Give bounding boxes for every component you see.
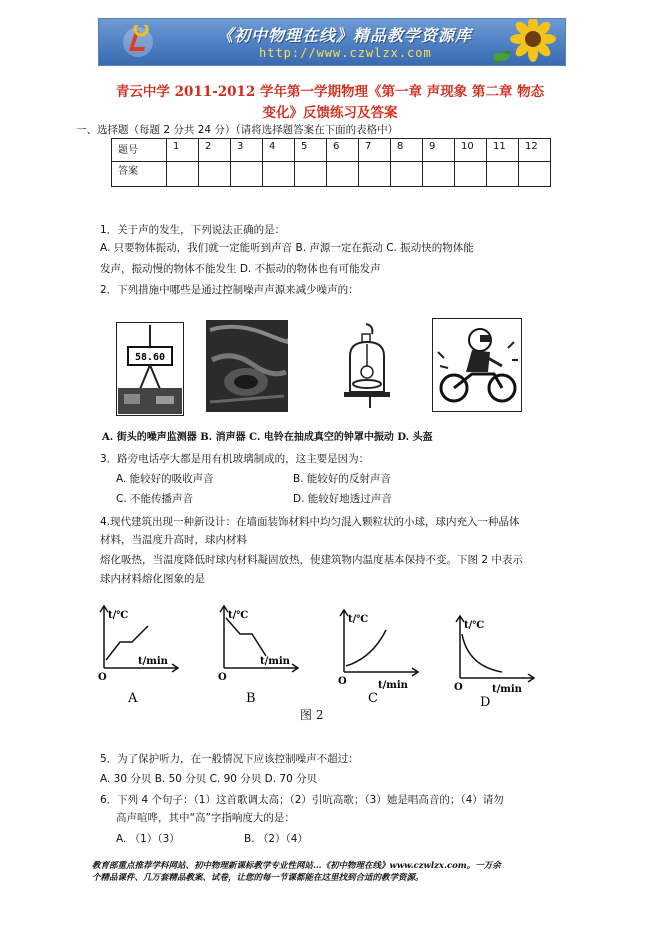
muffler-picture [206, 320, 288, 412]
answer-cell[interactable] [423, 162, 455, 187]
answer-cell[interactable] [487, 162, 519, 187]
table-cell: 11 [487, 139, 519, 162]
footer-line-1: 教育部重点推荐学科网站、初中物理新课标教学专业性网站…《初中物理在线》www.czwlzx.com。一万余 [92, 861, 501, 871]
table-cell: 6 [327, 139, 359, 162]
answer-cell[interactable] [263, 162, 295, 187]
monitor-display-number: 58.60 [134, 352, 166, 363]
question-6-option-a: A. （1）（3） [116, 833, 180, 845]
answer-cell[interactable] [455, 162, 487, 187]
table-cell: 3 [231, 139, 263, 162]
graph-y-label: t/℃ [464, 620, 485, 631]
answer-table [111, 138, 551, 187]
answer-cell[interactable] [359, 162, 391, 187]
graph-a [98, 604, 180, 704]
question-2-caption: A. 街头的噪声监测器 B. 消声器 C. 电铃在抽成真空的钟罩中振动 D. 头盔 [102, 432, 433, 443]
answer-cell[interactable] [199, 162, 231, 187]
table-cell: 2 [199, 139, 231, 162]
banner-url[interactable]: http://www.czwlzx.com [259, 46, 432, 60]
answer-cell[interactable] [391, 162, 423, 187]
answer-cell[interactable] [519, 162, 551, 187]
graph-option-label: C [368, 691, 378, 706]
answer-cell[interactable] [167, 162, 199, 187]
document-title [70, 82, 590, 124]
table-header-cell: 答案 [112, 162, 167, 187]
table-cell: 4 [263, 139, 295, 162]
graph-option-label: A [128, 691, 138, 704]
graph-x-label: t/min [492, 684, 522, 695]
table-cell: 8 [391, 139, 423, 162]
question-6-line: 6．下列 4 个句子：（1）这首歌调太高；（2）引吭高歌；（3）她是唱高音的；（4）请勿 [100, 794, 504, 806]
graph-y-label: t/℃ [108, 610, 129, 621]
bell-in-jar-picture [340, 322, 394, 408]
table-cell: 7 [359, 139, 391, 162]
question-6-option-b: B. （2）（4） [244, 833, 308, 845]
helmet-rider-picture [432, 318, 522, 412]
graph-origin-label: O [98, 672, 107, 683]
question-3-option-d: D. 能较好地透过声音 [293, 493, 392, 505]
graph-origin-label: O [338, 676, 347, 687]
graph-option-label: D [480, 695, 491, 708]
question-5-options: A. 30 分贝 B. 50 分贝 C. 90 分贝 D. 70 分贝 [100, 773, 318, 785]
site-logo-icon [121, 25, 155, 59]
banner-title: 《初中物理在线》精品教学资源库 [217, 26, 473, 45]
graph-y-label: t/℃ [348, 614, 369, 625]
table-cell: 1 [167, 139, 199, 162]
question-1-options-line: 发声，振动慢的物体不能发生 D. 不振动的物体也有可能发声 [100, 263, 381, 275]
question-5-stem: 5．为了保护听力，在一般情况下应该控制噪声不超过： [100, 753, 359, 765]
title-line-1: 青云中学 2011-2012 学年第一学期物理《第一章 声现象 第二章 物态 [115, 84, 545, 100]
answer-cell[interactable] [327, 162, 359, 187]
figure-2-caption: 图 2 [300, 708, 324, 722]
question-3-option-a: A. 能较好的吸收声音 [116, 473, 214, 485]
answer-cell[interactable] [295, 162, 327, 187]
question-3-stem: 3．路旁电话亭大都是用有机玻璃制成的，这主要是因为： [100, 453, 370, 465]
question-4-line: 材料，当温度升高时，球内材料 [100, 534, 247, 546]
footer-line-2: 个精品课件、几万套精品教案、试卷，让您的每一节课都能在这里找到合适的教学资源。 [92, 873, 424, 883]
noise-monitor-picture [116, 322, 184, 416]
table-row-answers [112, 162, 551, 187]
graph-y-label: t/℃ [228, 610, 249, 621]
table-cell: 5 [295, 139, 327, 162]
graph-x-label: t/min [260, 656, 290, 667]
title-line-2: 变化》反馈练习及答案 [262, 105, 398, 121]
table-cell: 10 [455, 139, 487, 162]
graph-origin-label: O [218, 672, 227, 683]
page-footer [92, 860, 572, 884]
graph-c [338, 608, 420, 708]
graph-d [454, 614, 536, 708]
table-cell: 9 [423, 139, 455, 162]
question-4-line: 球内材料熔化图象的是 [100, 573, 205, 585]
graph-x-label: t/min [138, 656, 168, 667]
answer-cell[interactable] [231, 162, 263, 187]
graph-b [218, 604, 300, 704]
sunflower-icon [489, 19, 559, 65]
header-banner [98, 18, 566, 66]
question-2-stem: 2．下列措施中哪些是通过控制噪声声源来减少噪声的： [100, 284, 359, 296]
graph-option-label: B [246, 691, 256, 704]
question-4-line: 熔化吸热，当温度降低时球内材料凝固放热，使建筑物内温度基本保持不变。下图 2 中表示 [100, 554, 523, 566]
section-heading: 一、选择题（每题 2 分共 24 分）（请将选择题答案在下面的表格中） [76, 124, 399, 136]
question-3-option-c: C. 不能传播声音 [116, 493, 194, 505]
question-1-stem: 1．关于声的发生，下列说法正确的是： [100, 224, 286, 236]
table-header-cell: 题号 [112, 139, 167, 162]
graph-x-label: t/min [378, 680, 408, 691]
question-4-line: 4.现代建筑出现一种新设计：在墙面装饰材料中均匀混入颗粒状的小球，球内充入一种晶体 [100, 516, 520, 528]
table-row-numbers [112, 139, 551, 162]
question-6-line: 高声喧哗，其中“高”字指响度大的是： [116, 812, 295, 824]
graph-origin-label: O [454, 682, 463, 693]
table-cell: 12 [519, 139, 551, 162]
question-1-options-line: A. 只要物体振动，我们就一定能听到声音 B. 声源一定在振动 C. 振动快的物体能 [100, 242, 474, 254]
question-3-option-b: B. 能较好的反射声音 [293, 473, 391, 485]
